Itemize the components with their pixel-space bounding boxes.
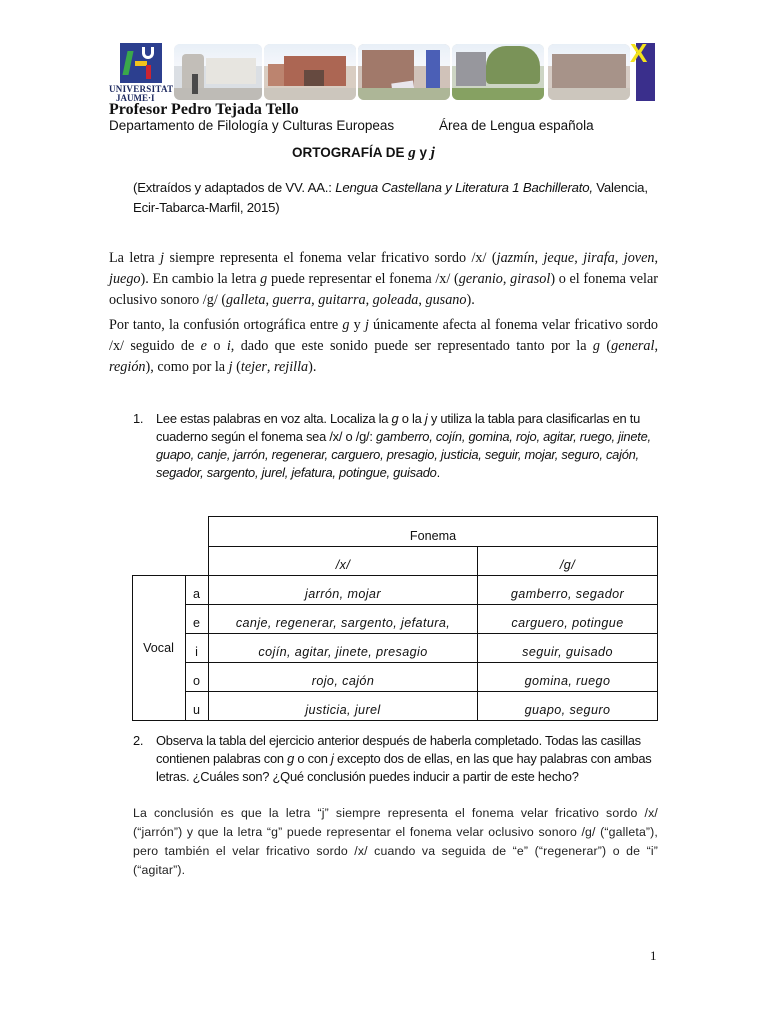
question-1 (133, 410, 658, 482)
campus-photo-4 (452, 44, 544, 100)
question-2-number: 2. (133, 733, 144, 748)
university-name-line1: UNIVERSITAT (109, 84, 174, 94)
campus-photo-2 (264, 44, 356, 100)
professor-name: Profesor Pedro Tejada Tello (109, 101, 299, 118)
campus-photo-3 (358, 44, 450, 100)
table-cell-x: cojín, agitar, jinete, presagio (258, 645, 428, 659)
university-logo (120, 43, 162, 83)
table-vowel: i (195, 645, 198, 659)
paragraph-1: La letra j siempre representa el fonema velar fricativo sordo /x/ (jazmín, jeque, jirafa, joven, juego). En cambio la letra g puede representar el fonema /x/ (geranio, girasol) o el fonema velar oclusivo sonoro /g/ (galleta, guerra, guitarra, goleada, gusano). (109, 250, 659, 308)
question-2-text: Observa la tabla del ejercicio anterior después de haberla completado. Todas las casillas contienen palabras con g o con j excepto dos de ellas, en las que hay palabras con ambas letras. ¿Cuáles son? ¿Qué conclusión puedes inducir a partir de este hecho? (156, 733, 652, 784)
anniversary-x-icon: X (630, 38, 648, 68)
question-1-number: 1. (133, 411, 144, 426)
table-cell-g: gamberro, segador (510, 587, 625, 601)
table-cell-g: gomina, ruego (524, 674, 611, 688)
table-vowel: u (192, 703, 200, 717)
table-vowel: o (192, 674, 200, 688)
table-group-header: Fonema (409, 529, 457, 543)
department-name: Departamento de Filología y Culturas Europeas (109, 118, 395, 133)
campus-photo-1 (174, 44, 262, 100)
title-g: g (408, 145, 416, 161)
campus-photo-5 (548, 44, 630, 100)
table-cell-x: jarrón, mojar (305, 587, 381, 601)
table-vowel: a (192, 587, 200, 601)
answer-text: La conclusión es que la letra “j” siempre representa el fonema velar fricativo sordo /x/ (“jarrón”) y que la letra “g” puede representar el fonema velar oclusivo sonoro /g/ (“galleta”), pero también el velar fricativo sordo /x/ cuando va seguida de “e” (“regenerar”) o de “i” (“agitar”). (133, 806, 658, 877)
paragraph-2: Por tanto, la confusión ortográfica entre g y j únicamente afecta al fonema velar fricativo sordo /x/ seguido de e o i, dado que este sonido puede ser representado tanto por la g (general, región), como por la j (tejer, rejilla). (109, 317, 659, 375)
source-book: Lengua Castellana y Literatura 1 Bachillerato, (335, 180, 593, 195)
title-j: j (430, 145, 435, 161)
table-cell-x: justicia, jurel (305, 703, 381, 717)
question-2 (133, 732, 658, 786)
table-vowel: e (192, 616, 200, 630)
logo-shape-red (146, 65, 151, 79)
source-prefix: (Extraídos y adaptados de VV. AA.: (133, 180, 336, 195)
area-name: Área de Lengua española (439, 118, 594, 133)
logo-shape-u (142, 47, 154, 59)
logo-shape-green (122, 51, 133, 75)
table-cell-x: canje, regenerar, sargento, jefatura, (235, 616, 451, 630)
table-row-group-label: Vocal (143, 641, 174, 655)
source-suffix: Valencia, Ecir-Tabarca-Marfil, 2015) (133, 180, 648, 215)
table-cell-x: rojo, cajón (311, 674, 375, 688)
table-col-header-g: /g/ (559, 558, 576, 572)
table-cell-g: guapo, seguro (524, 703, 611, 717)
table-cell-g: seguir, guisado (522, 645, 613, 659)
page-title (292, 145, 435, 162)
university-name-line2: JAUME·I (116, 93, 155, 103)
title-prefix: ORTOGRAFÍA DE (292, 145, 409, 160)
table-cell-g: carguero, potingue (511, 616, 624, 630)
question-1-text: Lee estas palabras en voz alta. Localiza la g o la j y utiliza la tabla para clasificarlas en tu cuaderno según el fonema sea /x/ o /g/: gamberro, cojín, gomina, rojo, agitar, ruego, jinete, guapo, canje, jarrón, regenerar, carguero, presagio, justicia, seguir, mojar, seguro, cajón, segador, sargento, jurel, jefatura, potingue, guisado. (156, 411, 651, 480)
table-col-header-x: /x/ (335, 558, 351, 572)
title-y: y (415, 145, 431, 160)
page-number: 1 (650, 948, 657, 963)
source-citation (133, 178, 663, 218)
